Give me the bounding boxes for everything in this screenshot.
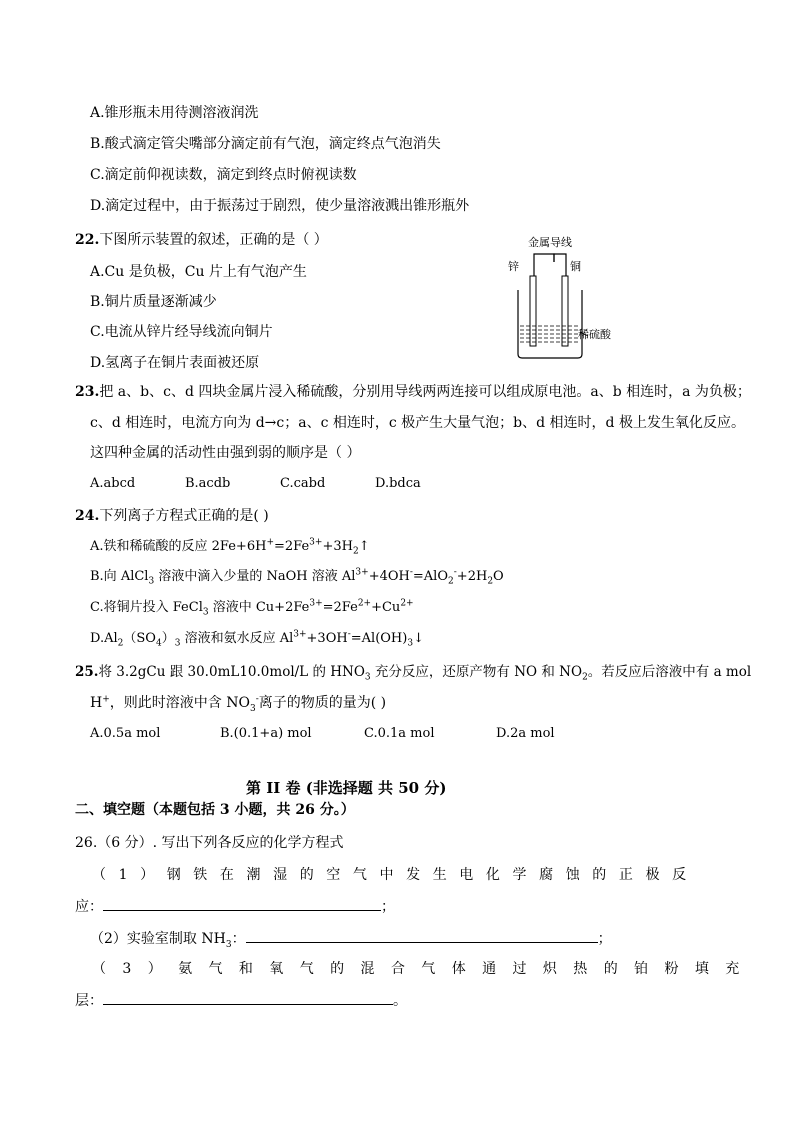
- q26-part1-line1: [92, 865, 720, 885]
- part2-title: 第 II 卷 (非选择题 共 50 分): [246, 779, 447, 797]
- q26-answer-blank-3[interactable]: [103, 990, 393, 1005]
- q23-line2: c、d 相连时，电流方向为 d→c；a、c 相连时，c 极产生大量气泡；b、d 相连时，d 极上发生氧化反应。: [90, 415, 745, 431]
- q23-option-c: C.cabd: [280, 476, 326, 491]
- q26-answer-blank-1[interactable]: [103, 896, 381, 911]
- q23-line1: 23.把 a、b、c、d 四块金属片浸入稀硫酸，分别用导线两两连接可以组成原电池。a、b 相连时，a 为负极；: [75, 384, 751, 400]
- q23-option-d: D.bdca: [375, 476, 421, 491]
- section-title: 二、填空题（本题包括 3 小题，共 26 分。）: [75, 802, 355, 818]
- q21-option-c: C.滴定前仰视读数，滴定到终点时俯视读数: [90, 167, 357, 183]
- q25-option-b: B.(0.1+a) mol: [220, 726, 312, 741]
- wire-label: 金属导线: [528, 236, 572, 249]
- copper-label: 铜: [570, 260, 581, 273]
- acid-label: 稀硫酸: [578, 328, 611, 341]
- q26-answer-blank-2[interactable]: [246, 928, 598, 943]
- q22-option-a: A.Cu 是负极，Cu 片上有气泡产生: [90, 264, 307, 280]
- q25-option-c: C.0.1a mol: [364, 726, 435, 741]
- q21-option-d: D.滴定过程中，由于振荡过于剧烈，使少量溶液溅出锥形瓶外: [90, 198, 470, 214]
- q24-option-a: A.铁和稀硫酸的反应 $2Fe+6H^+=2Fe^{3+}+3H_2↑$: [90, 537, 370, 557]
- zinc-label: 锌: [508, 260, 519, 273]
- q22-option-b: B.铜片质量逐渐减少: [90, 294, 217, 310]
- q25-number: 25.: [75, 664, 99, 680]
- q26-part3-line1: [92, 959, 756, 979]
- q26-part2: （2）实验室制取 $NH_3$： ；: [90, 928, 612, 949]
- q22-option-d: D.氢离子在铜片表面被还原: [90, 355, 260, 371]
- q26-stem: 26.（6 分）. 写出下列各反应的化学方程式: [75, 835, 344, 851]
- q24-option-d: $D.Al_2(SO_4)_3$ 溶液和氨水反应 $Al^{3+}+3OH^-=Al(OH)_3↓$: [90, 629, 424, 649]
- q26-part1-line2: 应： ；: [75, 896, 395, 917]
- q22-number: 22.: [75, 232, 100, 248]
- q24-number: 24.: [75, 508, 100, 524]
- q24-option-b: B.向 AlCl$_3$ 溶液中滴入少量的 NaOH 溶液 $Al^{3+}+4OH^-=AlO_2^-+2H_2O$: [90, 567, 504, 587]
- acid-solution: [520, 326, 580, 342]
- q23-option-b: B.acdb: [185, 476, 231, 491]
- q25-option-d: D.2a mol: [496, 726, 555, 741]
- q22-option-c: C.电流从锌片经导线流向铜片: [90, 324, 273, 340]
- q26-part3-text: （3）氨气和氧气的混合气体通过炽热的铂粉填充: [92, 961, 756, 977]
- q26-part1-text: （1）钢铁在潮湿的空气中发生电化学腐蚀的正极反: [92, 867, 699, 883]
- q25-option-a: A.0.5a mol: [90, 726, 161, 741]
- q24-stem: 24.下列离子方程式正确的是( ): [75, 508, 269, 524]
- beaker: [518, 290, 582, 358]
- q23-number: 23.: [75, 384, 100, 400]
- q21-option-b: B.酸式滴定管尖嘴部分滴定前有气泡，滴定终点气泡消失: [90, 136, 441, 152]
- zinc-electrode: [530, 276, 536, 346]
- q26-part3-line2: 层： 。: [75, 990, 407, 1011]
- copper-electrode: [562, 276, 568, 346]
- q24-option-c: C.将铜片投入 FeCl$_3$ 溶液中 $Cu+2Fe^{3+}=2Fe^{2+}+Cu^{2+}$: [90, 598, 414, 618]
- q23-option-a: A.abcd: [90, 476, 136, 491]
- galvanic-cell-figure: [496, 232, 626, 362]
- wire-left: [534, 254, 554, 282]
- q25-line2: H+，则此时溶液中含 $NO_3^-$离子的物质的量为( ): [90, 694, 387, 714]
- q25-line1: 25.将 3.2gCu 跟 30.0mL10.0mol/L 的 $HNO_3$ 充分反应，还原产物有 NO 和 $NO_2$。若反应后溶液中有 a mol: [75, 664, 752, 683]
- q22-stem: 22.下图所示装置的叙述，正确的是（ ）: [75, 232, 328, 248]
- q21-option-a: A.锥形瓶未用待测溶液润洗: [90, 105, 259, 121]
- q23-line3: 这四种金属的活动性由强到弱的顺序是（ ）: [90, 445, 361, 461]
